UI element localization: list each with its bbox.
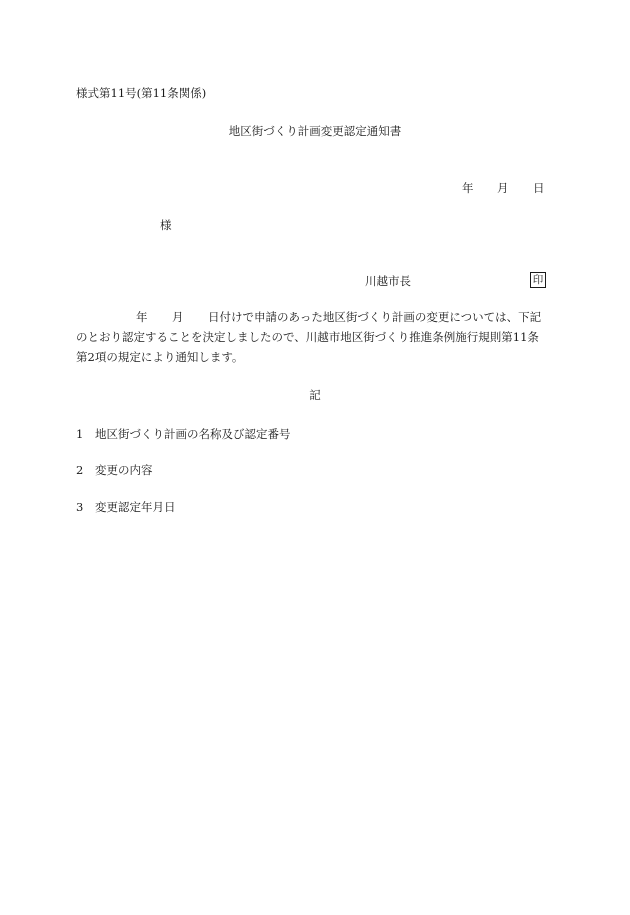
- date-month-label: 月: [497, 181, 509, 195]
- document-title: 地区街づくり計画変更認定通知書: [228, 124, 402, 138]
- item-label: 変更認定年月日: [95, 500, 176, 514]
- addressee-suffix: 様: [160, 218, 172, 232]
- body-year-label: 年: [136, 310, 148, 324]
- body-line-1: 日付けで申請のあった地区街づくり計画の変更については、下記: [208, 310, 542, 324]
- ki-heading: 記: [309, 388, 321, 402]
- date-year-label: 年: [462, 181, 474, 195]
- item-label: 変更の内容: [95, 463, 153, 477]
- item-number: 3: [76, 500, 84, 514]
- item-label: 地区街づくり計画の名称及び認定番号: [95, 427, 291, 441]
- item-number: 1: [76, 427, 84, 441]
- date-day-label: 日: [533, 181, 545, 195]
- body-line-3: 第2項の規定により通知します。: [76, 350, 244, 364]
- body-line-2: のとおり認定することを決定しましたので、川越市地区街づくり推進条例施行規則第11条: [76, 330, 539, 344]
- seal-text: 印: [532, 274, 544, 286]
- issuer-name: 川越市長: [365, 274, 411, 288]
- item-number: 2: [76, 463, 84, 477]
- seal-mark: [530, 272, 546, 288]
- body-month-label: 月: [172, 310, 184, 324]
- form-number: 様式第11号(第11条関係): [76, 86, 207, 100]
